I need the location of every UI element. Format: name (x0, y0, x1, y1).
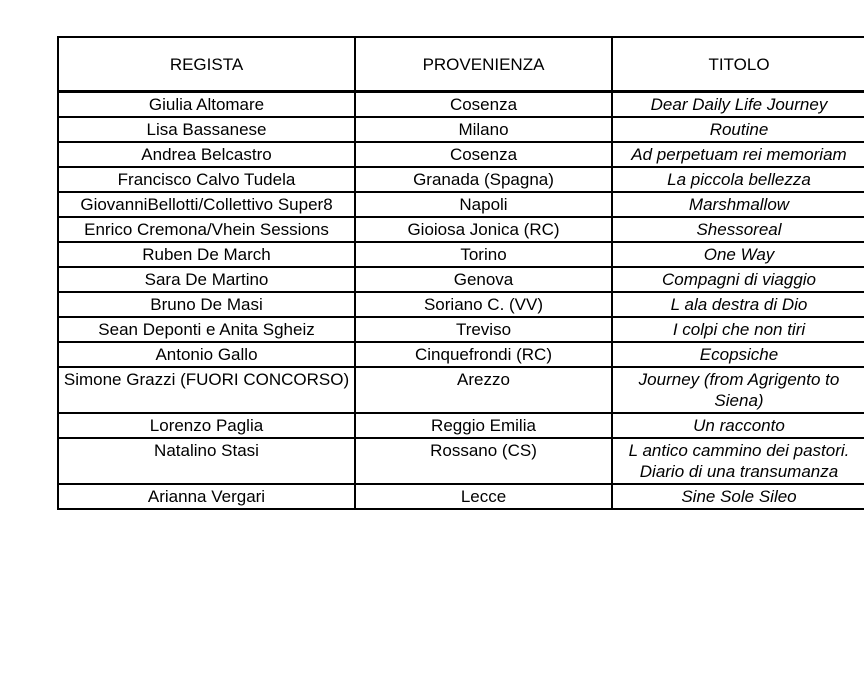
table-row (58, 242, 864, 267)
cell-titolo: L antico cammino dei pastori. Diario di una transumanza (612, 438, 864, 484)
cell-regista: Simone Grazzi (FUORI CONCORSO) (58, 367, 355, 413)
cell-provenienza: Torino (355, 242, 612, 267)
cell-titolo: Routine (612, 117, 864, 142)
cell-regista: Andrea Belcastro (58, 142, 355, 167)
cell-titolo: Marshmallow (612, 192, 864, 217)
table-row (58, 167, 864, 192)
cell-regista: Bruno De Masi (58, 292, 355, 317)
cell-regista: Lisa Bassanese (58, 117, 355, 142)
cell-titolo: La piccola bellezza (612, 167, 864, 192)
cell-provenienza: Cosenza (355, 142, 612, 167)
cell-regista: Lorenzo Paglia (58, 413, 355, 438)
header-titolo: TITOLO (612, 37, 864, 92)
cell-titolo: Sine Sole Sileo (612, 484, 864, 509)
table-row (58, 484, 864, 509)
cell-regista: Enrico Cremona/Vhein Sessions (58, 217, 355, 242)
films-table (57, 36, 864, 510)
cell-titolo: Compagni di viaggio (612, 267, 864, 292)
table-row (58, 342, 864, 367)
table-row (58, 142, 864, 167)
cell-provenienza: Arezzo (355, 367, 612, 413)
table-row (58, 92, 864, 118)
cell-titolo: Journey (from Agrigento to Siena) (612, 367, 864, 413)
cell-regista: Antonio Gallo (58, 342, 355, 367)
cell-provenienza: Milano (355, 117, 612, 142)
cell-titolo: Ecopsiche (612, 342, 864, 367)
cell-regista: Sean Deponti e Anita Sgheiz (58, 317, 355, 342)
header-regista: REGISTA (58, 37, 355, 92)
cell-regista: Francisco Calvo Tudela (58, 167, 355, 192)
cell-provenienza: Napoli (355, 192, 612, 217)
cell-regista: Sara De Martino (58, 267, 355, 292)
cell-regista: Natalino Stasi (58, 438, 355, 484)
cell-titolo: I colpi che non tiri (612, 317, 864, 342)
cell-regista: Ruben De March (58, 242, 355, 267)
cell-provenienza: Reggio Emilia (355, 413, 612, 438)
header-provenienza: PROVENIENZA (355, 37, 612, 92)
cell-provenienza: Lecce (355, 484, 612, 509)
cell-provenienza: Rossano (CS) (355, 438, 612, 484)
cell-provenienza: Cinquefrondi (RC) (355, 342, 612, 367)
cell-provenienza: Cosenza (355, 92, 612, 118)
table-row (58, 192, 864, 217)
table-row (58, 367, 864, 413)
cell-regista: GiovanniBellotti/Collettivo Super8 (58, 192, 355, 217)
table-row (58, 438, 864, 484)
cell-titolo: Dear Daily Life Journey (612, 92, 864, 118)
table-row (58, 117, 864, 142)
cell-regista: Arianna Vergari (58, 484, 355, 509)
table-row (58, 317, 864, 342)
header-row (58, 37, 864, 92)
cell-provenienza: Granada (Spagna) (355, 167, 612, 192)
table-row (58, 413, 864, 438)
cell-provenienza: Genova (355, 267, 612, 292)
table-row (58, 217, 864, 242)
cell-titolo: Shessoreal (612, 217, 864, 242)
cell-provenienza: Soriano C. (VV) (355, 292, 612, 317)
cell-titolo: Un racconto (612, 413, 864, 438)
cell-titolo: One Way (612, 242, 864, 267)
cell-regista: Giulia Altomare (58, 92, 355, 118)
table-row (58, 267, 864, 292)
cell-provenienza: Treviso (355, 317, 612, 342)
cell-titolo: Ad perpetuam rei memoriam (612, 142, 864, 167)
cell-titolo: L ala destra di Dio (612, 292, 864, 317)
table-row (58, 292, 864, 317)
cell-provenienza: Gioiosa Jonica (RC) (355, 217, 612, 242)
